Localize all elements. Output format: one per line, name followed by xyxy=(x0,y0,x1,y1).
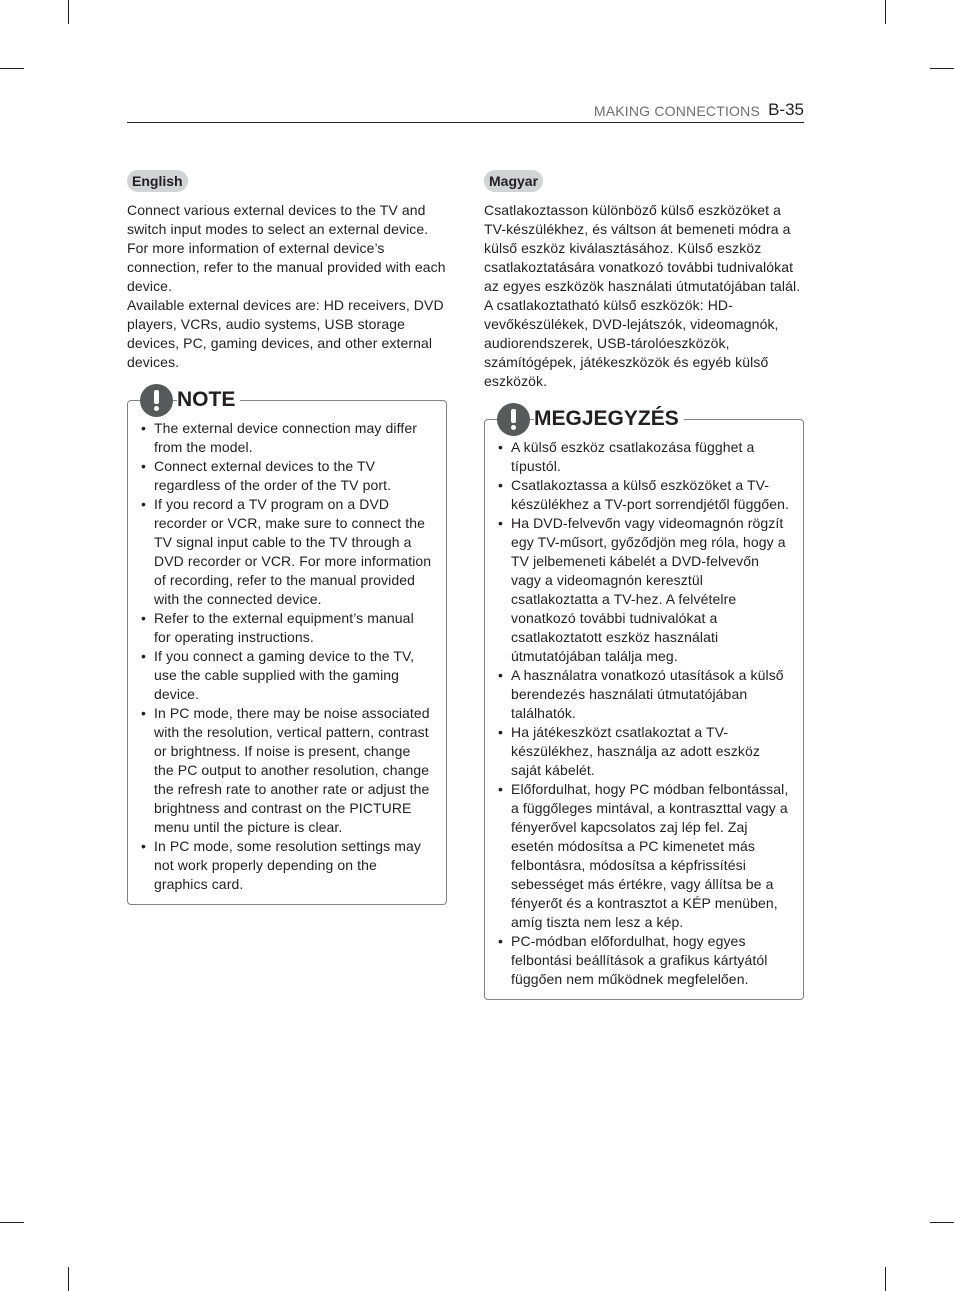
note-item: • A használatra vonatkozó utasítások a külső berendezés használati útmutatójában találhatók. xyxy=(497,666,791,723)
page-header xyxy=(127,100,804,123)
note-item: • In PC mode, there may be noise associated with the resolution, vertical pattern, contrast or brightness. If noise is present, change the PC output to another resolution, change the refresh rate to another rate or adjust the brightness and contrast on the PICTURE menu until the picture is clear. xyxy=(140,704,434,837)
english-column xyxy=(127,170,447,905)
language-badge-english: English xyxy=(127,170,188,192)
note-box-magyar xyxy=(484,402,804,1000)
note-list xyxy=(140,419,434,894)
note-item: • Előfordulhat, hogy PC módban felbontással, a függőleges mintával, a kontraszttal vagy a fényerővel kapcsolatos zaj lép fel. Zaj esetén módosítsa a PC kimenetet más felbontásra, módosítsa a képfrissítési sebességet más értékre, vagy állítsa be a fényerőt és a kontrasztot a KÉP menüben, amíg tiszta nem lesz a kép. xyxy=(497,780,791,932)
crop-mark xyxy=(885,1267,886,1291)
note-item: • If you record a TV program on a DVD recorder or VCR, make sure to connect the TV signal input cable to the TV through a DVD recorder or VCR. For more information of recording, refer to the manual provided with the connected device. xyxy=(140,495,434,609)
note-item: • In PC mode, some resolution settings may not work properly depending on the graphics card. xyxy=(140,837,434,894)
exclamation-icon xyxy=(497,403,530,436)
note-title: MEGJEGYZÉS xyxy=(534,407,684,431)
note-content xyxy=(484,419,804,1000)
magyar-column xyxy=(484,170,804,1000)
language-badge-magyar: Magyar xyxy=(484,170,543,192)
intro-paragraph: Connect various external devices to the TV and switch input modes to select an external device. For more information of external device’s connection, refer to the manual provided with each device. xyxy=(127,202,446,294)
section-title: MAKING CONNECTIONS xyxy=(593,103,760,119)
note-item: • If you connect a gaming device to the TV, use the cable supplied with the gaming device. xyxy=(140,647,434,704)
note-item: • Csatlakoztassa a külső eszközöket a TV-készülékhez a TV-port sorrendjétől függően. xyxy=(497,476,791,514)
page-number: B-35 xyxy=(768,100,804,119)
crop-mark xyxy=(885,0,886,24)
crop-mark xyxy=(68,0,69,24)
note-item: • Ha játékeszközt csatlakoztat a TV-készülékhez, használja az adott eszköz saját kábelét. xyxy=(497,723,791,780)
crop-mark xyxy=(68,1267,69,1291)
note-item: • PC-módban előfordulhat, hogy egyes felbontási beállítások a grafikus kártyától függően nem működnek megfelelően. xyxy=(497,932,791,989)
intro-paragraph: Csatlakoztasson különböző külső eszközöket a TV-készülékhez, és váltson át bemeneti módra a külső eszköz kiválasztásához. Külső eszköz csatlakoztatására vonatkozó további tudnivalókat az egyes eszközök használati útmutatójában talál. xyxy=(484,202,801,294)
note-item: • Connect external devices to the TV regardless of the order of the TV port. xyxy=(140,457,434,495)
crop-mark xyxy=(0,68,24,69)
crop-mark xyxy=(930,1222,954,1223)
note-box-english xyxy=(127,383,447,905)
crop-mark xyxy=(930,68,954,69)
note-content xyxy=(127,400,447,905)
exclamation-icon xyxy=(140,384,173,417)
note-item: • Refer to the external equipment’s manual for operating instructions. xyxy=(140,609,434,647)
note-title: NOTE xyxy=(177,388,240,412)
note-item: • A külső eszköz csatlakozása függhet a típustól. xyxy=(497,438,791,476)
devices-paragraph: A csatlakoztatható külső eszközök: HD-vevőkészülékek, DVD-lejátszók, videomagnók, audiorendszerek, USB-tárolóeszközök, számítógépek, játékeszközök és egyéb külső eszközök. xyxy=(484,297,779,389)
note-item: • Ha DVD-felvevőn vagy videomagnón rögzít egy TV-műsort, győződjön meg róla, hogy a TV jelbemeneti kábelét a DVD-felvevőn vagy a videomagnón keresztül csatlakoztatta a TV-hez. A felvételre vonatkozó további tudnivalókat a csatlakoztatott eszköz használati útmutatójában találja meg. xyxy=(497,514,791,666)
note-item: • The external device connection may differ from the model. xyxy=(140,419,434,457)
devices-paragraph: Available external devices are: HD receivers, DVD players, VCRs, audio systems, USB storage devices, PC, gaming devices, and other external devices. xyxy=(127,297,444,370)
crop-mark xyxy=(0,1222,24,1223)
note-list xyxy=(497,438,791,989)
